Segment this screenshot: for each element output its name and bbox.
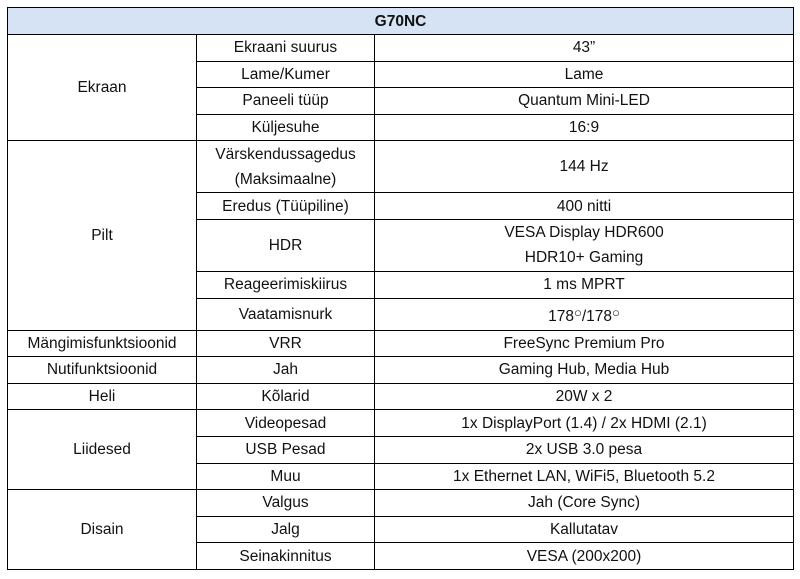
row-label: Lame/Kumer: [197, 61, 375, 88]
row-value: VESA (200x200): [375, 543, 794, 570]
degree-icon: ○: [574, 304, 582, 320]
table-row: [8, 357, 794, 384]
table-header-row: [8, 8, 794, 35]
group-liidesed: Liidesed: [8, 410, 197, 490]
row-value: 1x Ethernet LAN, WiFi5, Bluetooth 5.2: [375, 463, 794, 490]
row-value: 2x USB 3.0 pesa: [375, 436, 794, 463]
row-value: Quantum Mini-LED: [375, 88, 794, 115]
group-pilt: Pilt: [8, 141, 197, 330]
degree-icon: ○: [612, 304, 620, 320]
row-value: [375, 298, 794, 330]
row-value: 20W x 2: [375, 383, 794, 410]
row-label: Jalg: [197, 516, 375, 543]
row-value: 43”: [375, 35, 794, 62]
row-label: Jah: [197, 357, 375, 384]
row-label: [197, 141, 375, 193]
row-value: 1 ms MPRT: [375, 271, 794, 298]
row-label: Kõlarid: [197, 383, 375, 410]
group-disain: Disain: [8, 490, 197, 570]
row-value: Lame: [375, 61, 794, 88]
row-value-line: HDR10+ Gaming: [524, 249, 644, 267]
row-value: Kallutatav: [375, 516, 794, 543]
row-value: 400 nitti: [375, 193, 794, 220]
row-label: Vaatamisnurk: [197, 298, 375, 330]
row-label: VRR: [197, 330, 375, 357]
row-label: Küljesuhe: [197, 114, 375, 141]
table-row: [8, 383, 794, 410]
row-value: Gaming Hub, Media Hub: [375, 357, 794, 384]
row-label: Paneeli tüüp: [197, 88, 375, 115]
row-label: Muu: [197, 463, 375, 490]
table-row: [8, 330, 794, 357]
row-label: HDR: [197, 219, 375, 271]
model-title: G70NC: [8, 8, 794, 35]
row-value: 16:9: [375, 114, 794, 141]
row-label-line: (Maksimaalne): [234, 170, 337, 188]
row-value: FreeSync Premium Pro: [375, 330, 794, 357]
table-row: [8, 141, 794, 193]
spec-table: [7, 7, 794, 570]
group-heli: Heli: [8, 383, 197, 410]
row-label: Videopesad: [197, 410, 375, 437]
table-row: [8, 490, 794, 517]
row-label-line: Värskendussagedus: [215, 145, 356, 163]
row-value: 144 Hz: [375, 141, 794, 193]
row-value: [375, 219, 794, 271]
row-value: 1x DisplayPort (1.4) / 2x HDMI (2.1): [375, 410, 794, 437]
table-row: [8, 410, 794, 437]
row-label: Ekraani suurus: [197, 35, 375, 62]
row-value-line: VESA Display HDR600: [504, 224, 664, 242]
row-value: Jah (Core Sync): [375, 490, 794, 517]
group-mangimisfunktsioonid: Mängimisfunktsioonid: [8, 330, 197, 357]
table-row: [8, 35, 794, 62]
angle-value: /178: [581, 307, 613, 325]
angle-value: 178: [548, 307, 574, 325]
row-label: Valgus: [197, 490, 375, 517]
row-label: Reageerimiskiirus: [197, 271, 375, 298]
group-nutifunktsioonid: Nutifunktsioonid: [8, 357, 197, 384]
group-ekraan: Ekraan: [8, 35, 197, 141]
row-label: Seinakinnitus: [197, 543, 375, 570]
row-label: USB Pesad: [197, 436, 375, 463]
row-label: Eredus (Tüüpiline): [197, 193, 375, 220]
